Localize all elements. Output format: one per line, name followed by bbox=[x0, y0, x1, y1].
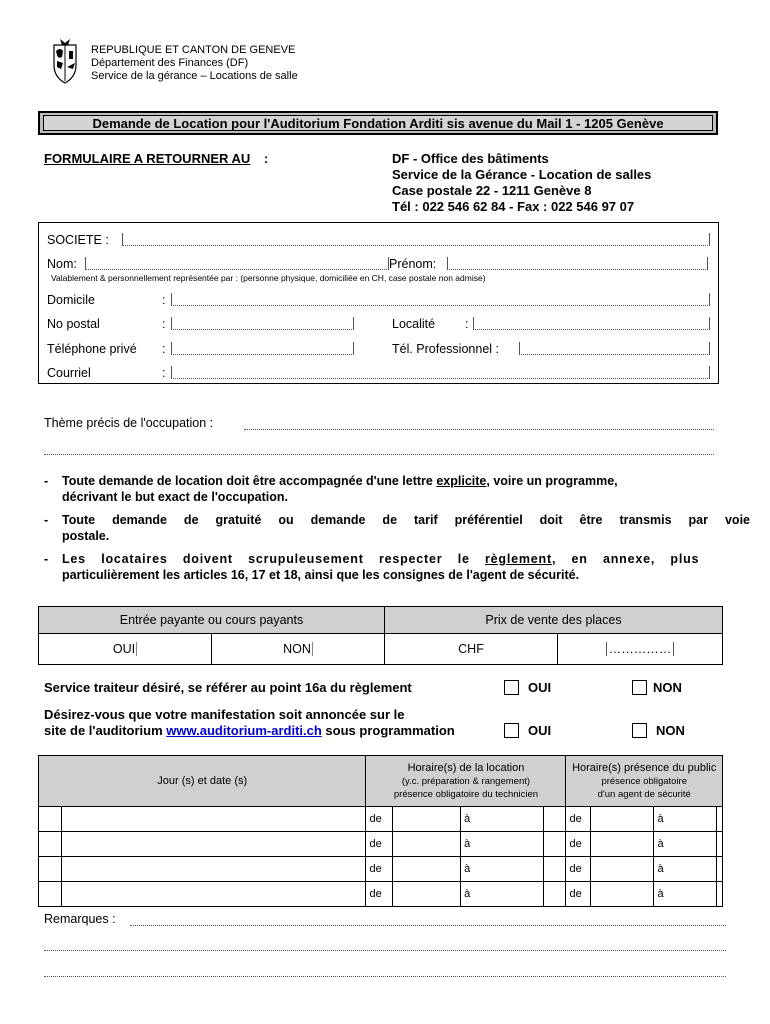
schedule-row bbox=[39, 832, 723, 857]
theme-input-line-2[interactable] bbox=[44, 442, 714, 455]
rule-2 bbox=[44, 512, 750, 543]
price-currency: CHF bbox=[385, 634, 558, 665]
rule-2-line-2: postale. bbox=[62, 529, 110, 543]
schedule-col-security-1: Horaire(s) présence du public bbox=[572, 761, 717, 774]
schedule-date-input[interactable] bbox=[62, 832, 366, 857]
remarques-input-line-1[interactable] bbox=[130, 913, 726, 926]
localite-input[interactable] bbox=[473, 317, 710, 330]
return-colon: : bbox=[263, 151, 269, 166]
schedule-col-security-3: d'un agent de sécurité bbox=[597, 788, 691, 800]
price-input-dots: …………… bbox=[606, 642, 675, 656]
rule-2-dash: - bbox=[44, 513, 49, 527]
domicile-colon: : bbox=[162, 293, 166, 307]
rule-1-line-1 bbox=[62, 473, 722, 489]
return-label-text: FORMULAIRE A RETOURNER AU bbox=[44, 151, 251, 166]
theme-input-line-1[interactable] bbox=[244, 417, 714, 430]
localite-label: Localité bbox=[392, 317, 436, 331]
tel-prive-label: Téléphone privé bbox=[47, 342, 137, 356]
schedule-col-location-3: présence obligatoire du technicien bbox=[393, 788, 539, 800]
address-line-4: Tél : 022 546 62 84 - Fax : 022 546 97 07 bbox=[392, 199, 635, 214]
rule-3-dash: - bbox=[44, 552, 49, 566]
location-to-label: à bbox=[461, 807, 544, 832]
courriel-label: Courriel bbox=[47, 366, 91, 380]
location-from-label: de bbox=[366, 882, 393, 907]
tel-pro-label: Tél. Professionnel : bbox=[392, 342, 499, 356]
return-label bbox=[44, 151, 268, 166]
annonce-text-a: site de l'auditorium bbox=[44, 723, 167, 738]
security-to-label: à bbox=[654, 807, 717, 832]
security-from-label: de bbox=[566, 832, 591, 857]
tel-pro-input[interactable] bbox=[519, 342, 710, 355]
auditorium-website-link[interactable]: www.auditorium-arditi.ch bbox=[166, 723, 322, 738]
security-from-input[interactable] bbox=[591, 882, 654, 907]
geneva-coat-of-arms-logo bbox=[48, 37, 82, 85]
nom-input[interactable] bbox=[85, 257, 389, 270]
remarques-label: Remarques : bbox=[44, 912, 116, 926]
annonce-non-checkbox[interactable] bbox=[632, 723, 647, 738]
rule-1-text-b: , voire un programme, bbox=[486, 474, 618, 488]
rule-3-line-1 bbox=[62, 551, 699, 567]
schedule-col-security bbox=[566, 756, 723, 807]
rule-1 bbox=[44, 473, 618, 504]
theme-label: Thème précis de l'occupation : bbox=[44, 416, 214, 430]
prenom-label: Prénom: bbox=[389, 257, 437, 271]
schedule-row bbox=[39, 807, 723, 832]
remarques-input-line-2[interactable] bbox=[44, 938, 726, 951]
paid-entry-non[interactable] bbox=[212, 634, 385, 665]
location-to-label: à bbox=[461, 832, 544, 857]
location-to-label: à bbox=[461, 882, 544, 907]
schedule-col-location bbox=[366, 756, 566, 807]
location-from-label: de bbox=[366, 807, 393, 832]
rule-3 bbox=[44, 551, 700, 582]
annonce-line-1: Désirez-vous que votre manifestation soit annoncée sur le bbox=[44, 707, 405, 722]
rule-3-line-2: particulièrement les articles 16, 17 et 18, ainsi que les consignes de l'agent de sécurité. bbox=[62, 568, 580, 582]
location-to-input[interactable] bbox=[543, 832, 566, 857]
rule-3-text-a: Les locataires doivent scrupuleusement respecter le bbox=[62, 552, 486, 566]
security-to-label: à bbox=[654, 832, 717, 857]
traiteur-non-label: NON bbox=[653, 680, 682, 695]
security-from-input[interactable] bbox=[591, 807, 654, 832]
return-address bbox=[392, 151, 651, 215]
no-postal-label: No postal bbox=[47, 317, 100, 331]
location-to-input[interactable] bbox=[543, 882, 566, 907]
societe-label: SOCIETE : bbox=[47, 233, 109, 247]
schedule-row-marker bbox=[39, 832, 62, 857]
schedule-row-marker bbox=[39, 807, 62, 832]
annonce-text-b: sous programmation bbox=[321, 723, 455, 738]
nom-label: Nom: bbox=[47, 257, 77, 271]
schedule-col-location-2: (y.c. préparation & rangement) bbox=[401, 775, 531, 787]
schedule-col-location-1: Horaire(s) de la location bbox=[407, 761, 525, 774]
schedule-row bbox=[39, 857, 723, 882]
traiteur-oui-label: OUI bbox=[528, 680, 552, 695]
annonce-oui-label: OUI bbox=[528, 723, 552, 738]
location-from-label: de bbox=[366, 857, 393, 882]
rule-1-explicite: explicite bbox=[436, 474, 487, 488]
security-to-label: à bbox=[654, 882, 717, 907]
schedule-table bbox=[38, 755, 723, 907]
annonce-non-label: NON bbox=[656, 723, 685, 738]
location-from-input[interactable] bbox=[393, 857, 461, 882]
location-from-input[interactable] bbox=[393, 807, 461, 832]
pricing-value-row bbox=[39, 634, 723, 665]
paid-entry-oui[interactable] bbox=[39, 634, 212, 665]
address-line-1: DF - Office des bâtiments bbox=[392, 151, 549, 166]
traiteur-non-checkbox[interactable] bbox=[632, 680, 647, 695]
no-postal-colon: : bbox=[162, 317, 166, 331]
pricing-table bbox=[38, 606, 723, 665]
schedule-col-dates: Jour (s) et date (s) bbox=[39, 756, 366, 807]
security-from-input[interactable] bbox=[591, 832, 654, 857]
annonce-line-2 bbox=[44, 723, 455, 738]
pricing-col-2: Prix de vente des places bbox=[385, 607, 723, 634]
representation-note: Valablement & personnellement représentée par : (personne physique, domiciliée en CH, case postale non admise) bbox=[51, 273, 486, 283]
traiteur-oui-checkbox[interactable] bbox=[504, 680, 519, 695]
schedule-header-row bbox=[39, 756, 723, 807]
form-title-box bbox=[38, 111, 718, 135]
price-input[interactable] bbox=[558, 634, 723, 665]
rule-3-reglement: règlement bbox=[485, 552, 552, 566]
security-from-label: de bbox=[566, 882, 591, 907]
address-line-3: Case postale 22 - 1211 Genève 8 bbox=[392, 183, 592, 198]
location-to-label: à bbox=[461, 857, 544, 882]
rule-1-text-a: Toute demande de location doit être accompagnée d'une lettre bbox=[62, 474, 437, 488]
paid-entry-non-label: NON bbox=[283, 642, 311, 656]
tel-prive-colon: : bbox=[162, 342, 166, 356]
remarques-input-line-3[interactable] bbox=[44, 964, 726, 977]
location-from-label: de bbox=[366, 832, 393, 857]
rule-2-line-1: Toute demande de gratuité ou demande de tarif préférentiel doit être transmis par voie bbox=[62, 513, 750, 527]
courriel-input[interactable] bbox=[171, 366, 710, 379]
schedule-date-input[interactable] bbox=[62, 807, 366, 832]
schedule-row-marker bbox=[39, 857, 62, 882]
domicile-label: Domicile bbox=[47, 293, 95, 307]
location-from-input[interactable] bbox=[393, 832, 461, 857]
pricing-header-row bbox=[39, 607, 723, 634]
schedule-date-input[interactable] bbox=[62, 882, 366, 907]
location-to-input[interactable] bbox=[543, 857, 566, 882]
security-from-label: de bbox=[566, 857, 591, 882]
security-from-label: de bbox=[566, 807, 591, 832]
security-to-input[interactable] bbox=[717, 832, 723, 857]
location-from-input[interactable] bbox=[393, 882, 461, 907]
paid-entry-oui-label: OUI bbox=[112, 642, 136, 656]
rule-1-line-2: décrivant le but exact de l'occupation. bbox=[62, 490, 288, 504]
courriel-colon: : bbox=[162, 366, 166, 380]
rule-1-dash: - bbox=[44, 474, 49, 488]
localite-colon: : bbox=[465, 317, 469, 331]
security-to-input[interactable] bbox=[717, 882, 723, 907]
schedule-row-marker bbox=[39, 882, 62, 907]
security-to-input[interactable] bbox=[717, 857, 723, 882]
domicile-input[interactable] bbox=[171, 293, 710, 306]
tel-prive-input[interactable] bbox=[171, 342, 354, 355]
prenom-input[interactable] bbox=[447, 257, 708, 270]
traiteur-label: Service traiteur désiré, se référer au point 16a du règlement bbox=[44, 680, 412, 695]
annonce-oui-checkbox[interactable] bbox=[504, 723, 519, 738]
security-to-input[interactable] bbox=[717, 807, 723, 832]
schedule-date-input[interactable] bbox=[62, 857, 366, 882]
schedule-col-security-2: présence obligatoire bbox=[601, 775, 688, 787]
header-line-3: Service de la gérance – Locations de salle bbox=[91, 70, 298, 82]
security-to-label: à bbox=[654, 857, 717, 882]
rule-3-text-b: , en annexe, plus bbox=[551, 552, 700, 566]
pricing-col-1: Entrée payante ou cours payants bbox=[39, 607, 385, 634]
header-line-1: REPUBLIQUE ET CANTON DE GENEVE bbox=[91, 44, 296, 56]
no-postal-input[interactable] bbox=[171, 317, 354, 330]
schedule-row bbox=[39, 882, 723, 907]
header-line-2: Département des Finances (DF) bbox=[91, 57, 249, 69]
address-line-2: Service de la Gérance - Location de salles bbox=[392, 167, 652, 182]
location-to-input[interactable] bbox=[543, 807, 566, 832]
societe-input[interactable] bbox=[122, 233, 710, 246]
form-title: Demande de Location pour l'Auditorium Fondation Arditi sis avenue du Mail 1 - 1205 Genève bbox=[43, 115, 713, 131]
security-from-input[interactable] bbox=[591, 857, 654, 882]
